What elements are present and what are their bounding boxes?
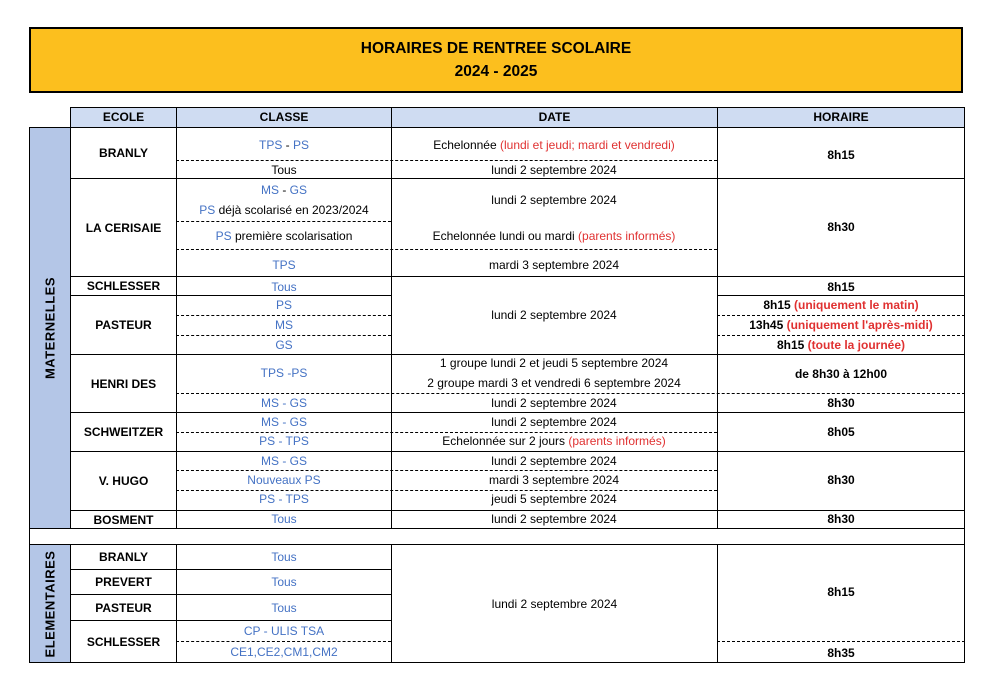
horaire-hugo-value: 8h30	[827, 473, 855, 487]
classe-hugo-row2: Nouveaux PS	[247, 473, 321, 487]
horaire-henri-row2: 8h30	[827, 396, 855, 410]
date-cerisaie-row3: mardi 3 septembre 2024	[488, 258, 620, 272]
classe-branly-row1: TPS - PS	[258, 138, 310, 152]
classe-schweitzer-row1: MS - GS	[260, 415, 308, 429]
date-schweitzer-row1: lundi 2 septembre 2024	[491, 415, 617, 429]
classe-branly-elem: Tous	[176, 544, 392, 570]
horaire-pasteur-row3: 8h15 (toute la journée)	[776, 338, 906, 352]
date-hugo-row2: mardi 3 septembre 2024	[488, 473, 620, 487]
date-bosment-value: lundi 2 septembre 2024	[491, 512, 617, 526]
ecole-branly-elem: BRANLY	[70, 544, 177, 570]
classe-cerisaie-row2: PS déjà scolarisé en 2023/2024	[199, 203, 369, 217]
ecole-branly-mat: BRANLY	[70, 127, 177, 179]
classe-pasteur-row1: PS	[275, 298, 293, 312]
dash-line	[176, 641, 391, 642]
date-henri-row1a: 1 groupe lundi 2 et jeudi 5 septembre 2024	[439, 356, 669, 370]
classe-branly-row2: Tous	[271, 163, 297, 177]
classe-pasteur-elem: Tous	[176, 594, 392, 621]
classe-hugo-row1: MS - GS	[260, 454, 308, 468]
classe-prevert: Tous	[176, 569, 392, 595]
date-cerisaie-row1: lundi 2 septembre 2024	[491, 193, 617, 207]
ecole-schlesser-elem: SCHLESSER	[70, 620, 177, 663]
classe-schlesser-elem-row1: CP - ULIS TSA	[243, 624, 325, 638]
horaire-bosment-value: 8h30	[827, 512, 855, 526]
dash-line	[176, 315, 391, 316]
date-elementaires: lundi 2 septembre 2024	[391, 544, 718, 663]
ecole-pasteur-elem: PASTEUR	[70, 594, 177, 621]
classe-henri-row1: TPS -PS	[260, 366, 308, 380]
horaire-henri-row1: de 8h30 à 12h00	[794, 367, 888, 381]
ecole-v-hugo: V. HUGO	[70, 451, 177, 511]
classe-cerisaie-row1: MS - GS	[260, 183, 308, 197]
date-hugo-row3: jeudi 5 septembre 2024	[491, 492, 617, 506]
horaire-elem-value-1: 8h15	[827, 585, 855, 599]
col-header-date: DATE	[391, 107, 718, 128]
dash-line	[176, 470, 717, 471]
classe-schlesser-elem-row2: CE1,CE2,CM1,CM2	[230, 645, 338, 659]
horaire-pasteur-row1: 8h15 (uniquement le matin)	[763, 298, 919, 312]
section-label-maternelles: MATERNELLES	[42, 276, 58, 380]
dash-line	[176, 249, 717, 250]
ecole-schlesser-mat: SCHLESSER	[70, 276, 177, 296]
classe-hugo-row3: PS - TPS	[259, 492, 309, 506]
date-branly-row2: lundi 2 septembre 2024	[491, 163, 617, 177]
col-header-horaire: HORAIRE	[717, 107, 965, 128]
classe-cerisaie-row4: TPS	[272, 258, 296, 272]
dash-line	[176, 490, 717, 491]
dash-line	[176, 393, 965, 394]
classe-cerisaie-row3: PS première scolarisation	[215, 229, 353, 243]
classe-pasteur-row2: MS	[275, 318, 293, 332]
date-branly-row1: Echelonnée (lundi et jeudi; mardi et vendredi)	[433, 138, 675, 152]
horaire-elem-value-2: 8h35	[827, 646, 855, 660]
title-line-1: HORAIRES DE RENTREE SCOLAIRE	[360, 40, 632, 57]
dash-line	[717, 641, 965, 642]
section-label-elementaires: ELEMENTAIRES	[42, 550, 58, 658]
date-cerisaie-row2: Echelonnée lundi ou mardi (parents informés)	[432, 229, 676, 243]
classe-schweitzer-row2: PS - TPS	[259, 434, 309, 448]
classe-henri-row2: MS - GS	[260, 396, 308, 410]
horaire-branly-value: 8h15	[827, 148, 855, 162]
ecole-prevert: PREVERT	[70, 569, 177, 595]
col-header-ecole: ECOLE	[70, 107, 177, 128]
dash-line	[176, 432, 717, 433]
horaire-schlesser-mat-value: 8h15	[827, 280, 855, 294]
dash-line	[717, 315, 965, 316]
ecole-henri-des: HENRI DES	[70, 354, 177, 413]
ecole-bosment: BOSMENT	[70, 510, 177, 529]
classe-bosment-value: Tous	[271, 512, 297, 526]
ecole-pasteur-mat: PASTEUR	[70, 295, 177, 355]
date-schlesser-pasteur-value: lundi 2 septembre 2024	[491, 308, 617, 322]
dash-line	[176, 335, 391, 336]
section-separator	[29, 528, 965, 545]
ecole-la-cerisaie: LA CERISAIE	[70, 178, 177, 277]
classe-pasteur-row3: GS	[275, 338, 293, 352]
date-henri-row1b: 2 groupe mardi 3 et vendredi 6 septembre 2024	[427, 376, 681, 390]
col-header-classe: CLASSE	[176, 107, 392, 128]
ecole-schweitzer: SCHWEITZER	[70, 412, 177, 452]
dash-line	[717, 335, 965, 336]
date-hugo-row1: lundi 2 septembre 2024	[491, 454, 617, 468]
dash-line	[176, 221, 391, 222]
date-henri-row2: lundi 2 septembre 2024	[491, 396, 617, 410]
horaire-pasteur-row2: 13h45 (uniquement l'après-midi)	[749, 318, 933, 332]
horaire-schweitzer-value: 8h05	[827, 425, 855, 439]
title-banner	[29, 27, 963, 93]
classe-schlesser-mat-value: Tous	[271, 280, 297, 294]
horaire-cerisaie-value: 8h30	[827, 220, 855, 234]
date-schweitzer-row2: Echelonnée sur 2 jours (parents informés)	[442, 434, 666, 448]
dash-line	[176, 160, 717, 161]
title-line-2: 2024 - 2025	[454, 63, 538, 80]
